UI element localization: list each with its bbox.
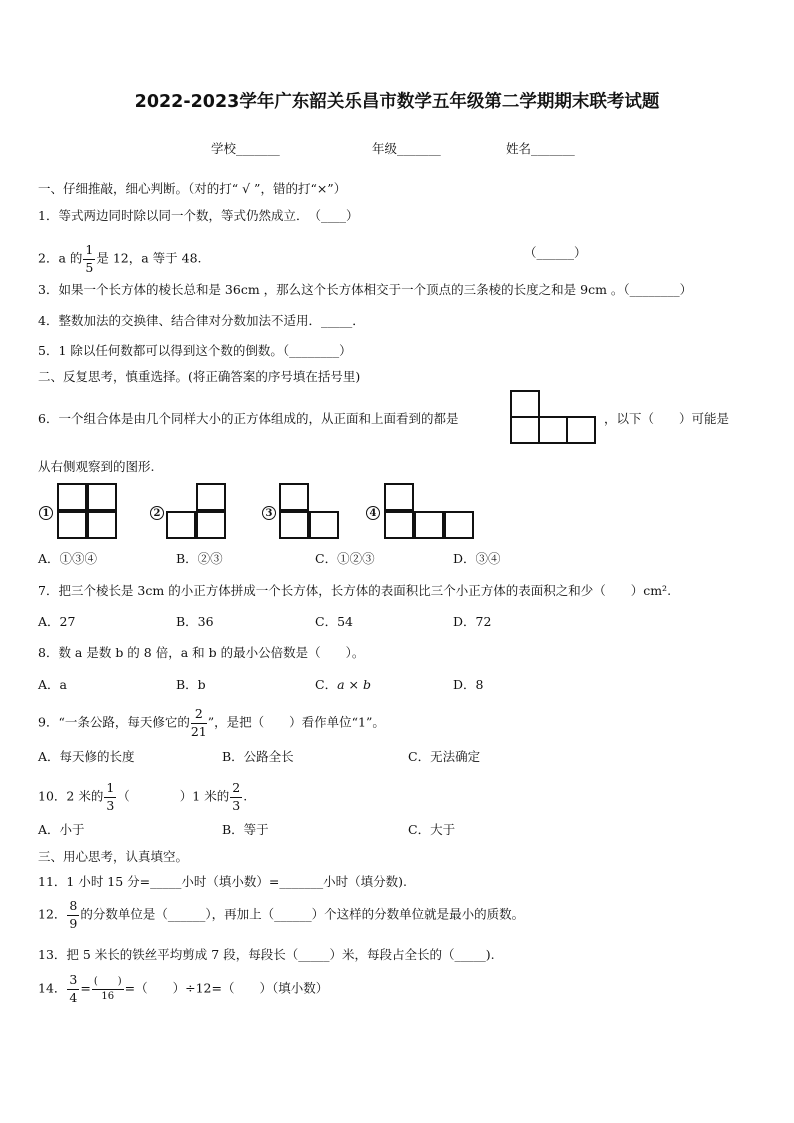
q10-option-a[interactable]: A．小于 [38,822,85,837]
question-3: 3．如果一个长方体的棱长总和是 36cm ，那么这个长方体相交于一个顶点的三条棱的长度之和是 9cm 。（________） [38,282,693,297]
figure-4-label: 4 [366,506,380,520]
q10-fraction-2: $\frac{2}{3}$ [232,780,241,813]
q9-option-a[interactable]: A．每天修的长度 [38,749,135,764]
q9-option-b[interactable]: B．公路全长 [222,749,294,764]
question-6-text-end: ，以下（ ）可能是 [604,411,730,426]
school-field[interactable]: 学校_______ [211,141,280,156]
q2-pre: 2．a 的 [38,250,83,266]
figure-1-label: 1 [39,506,53,520]
page-title: 2022-2023学年广东韶关乐昌市数学五年级第二学期期末联考试题 [134,92,660,112]
question-6-text: 6．一个组合体是由几个同样大小的正方体组成的，从正面和上面看到的都是 [38,411,459,426]
question-2-blank[interactable]: （______） [524,245,587,260]
q8-option-b[interactable]: B．b [176,677,206,692]
question-7: 7．把三个棱长是 3cm 的小正方体拼成一个长方体，长方体的表面积比三个小正方体的表面积之和少（ ）cm². [38,583,672,598]
question-2 [38,244,202,274]
q10-option-c[interactable]: C．大于 [408,822,456,837]
q7-option-d[interactable]: D．72 [453,614,492,629]
q9-fraction: $\frac{2}{21}$ [190,706,207,739]
question-4: 4．整数加法的交换律、结合律对分数加法不适用．_____． [38,313,365,328]
q6-option-a[interactable]: A．①③④ [38,551,98,566]
name-field[interactable]: 姓名_______ [506,141,575,156]
q7-option-c[interactable]: C．54 [315,614,353,629]
figure-2-label: 2 [150,506,164,520]
q8-option-c[interactable]: C．a × b [315,677,371,692]
q2-fraction: $\frac{1}{5}$ [85,242,94,275]
grade-field[interactable]: 年级_______ [372,141,441,156]
question-13: 13．把 5 米长的铁丝平均剪成 7 段，每段长（_____）米，每段占全长的（_____). [38,947,495,962]
section-2-heading: 二、反复思考，慎重选择。(将正确答案的序号填在括号里) [38,369,361,384]
question-14: 14． $\frac{3}{4}$ = $\frac{( )}{16}$ =（ ）÷12=（ ）（填小数） [38,972,329,1005]
q9-option-c[interactable]: C．无法确定 [408,749,481,764]
question-12: 12． $\frac{8}{9}$ 的分数单位是（______），再加上（______）个这样的分数单位就是最小的质数。 [38,898,525,931]
q6-option-c[interactable]: C．①②③ [315,551,375,566]
q8-option-d[interactable]: D．8 [453,677,484,692]
q7-option-b[interactable]: B．36 [176,614,214,629]
question-9: 9．“一条公路，每天修它的 $\frac{2}{21}$ ”，是把（ ）看作单位“1”。 [38,706,385,739]
q14-fraction-1: $\frac{3}{4}$ [69,972,78,1005]
question-6-text-line2: 从右侧观察到的图形. [38,459,155,474]
q7-option-a[interactable]: A．27 [38,614,76,629]
q2-post: 是 12，a 等于 48. [96,250,202,266]
section-1-heading: 一、仔细推敲，细心判断。（对的打“ √ ”，错的打“×”） [38,181,347,196]
q12-fraction: $\frac{8}{9}$ [69,898,78,931]
q6-option-d[interactable]: D．③④ [453,551,501,566]
q14-fraction-2: $\frac{( )}{16}$ [93,975,122,1002]
q10-option-b[interactable]: B．等于 [222,822,269,837]
question-5: 5．1 除以任何数都可以得到这个数的倒数。（________） [38,343,352,358]
figure-3-label: 3 [262,506,276,520]
q6-option-b[interactable]: B．②③ [176,551,223,566]
question-8: 8．数 a 是数 b 的 8 倍，a 和 b 的最小公倍数是（ ）。 [38,645,365,660]
q8-option-a[interactable]: A．a [38,677,67,692]
section-3-heading: 三、用心思考，认真填空。 [38,849,189,864]
question-1: 1．等式两边同时除以同一个数，等式仍然成立． （____） [38,208,359,223]
q10-fraction-1: $\frac{1}{3}$ [106,780,115,813]
question-11: 11．1 小时 15 分=_____小时（填小数）=_______小时（填分数). [38,874,407,889]
q8-c-expression: a × b [337,677,371,692]
question-10: 10．2 米的 $\frac{1}{3}$ （ ）1 米的 $\frac{2}{3}$ . [38,780,248,813]
